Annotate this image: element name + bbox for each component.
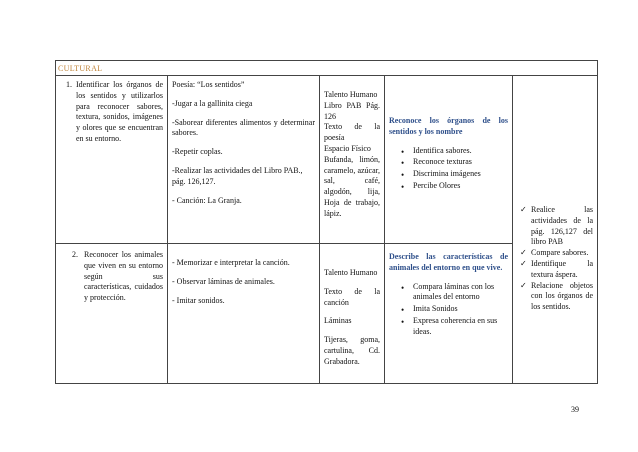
planning-table: [55, 60, 598, 384]
evaluation-item: ✓ Relacione objetos con los órganos de los sentidos.: [531, 281, 593, 313]
page-number: 39: [571, 405, 579, 414]
indicator-list: [389, 146, 508, 192]
evaluation-item: ✓ Realice las actividades de la pág. 126,127 del libro PAB: [531, 205, 593, 248]
activities-cell: [168, 76, 320, 244]
activity-item: - Memorizar e interpretar la canción.: [172, 258, 290, 267]
objective-cell: [56, 244, 168, 384]
evaluation-list: [517, 205, 593, 313]
indicator-item: • Imita Sonidos: [413, 304, 508, 315]
skill-title: Reconoce los órganos de los sentidos y los nombre: [389, 116, 508, 136]
resource-item: Texto de la poesía: [324, 122, 380, 143]
objective-number: 1.: [66, 80, 72, 89]
evaluation-item: ✓ Identifique la textura áspera.: [531, 259, 593, 281]
section-row: [56, 61, 598, 76]
objective-number: 2.: [72, 250, 78, 259]
resource-item: Bufanda, limón, caramelo, azúcar, sal, café, algodón, lija, Hoja de trabajo, lápiz.: [324, 154, 380, 218]
skills-cell: [385, 76, 513, 244]
skills-cell: [385, 244, 513, 384]
objective-text: Reconocer los animales que viven en su entorno según sus características, cuidados y protección.: [84, 250, 163, 303]
activity-item: - Imitar sonidos.: [172, 295, 225, 305]
resources-cell: [320, 244, 385, 384]
activity-item: -Repetir coplas.: [172, 147, 223, 157]
table-row: [56, 76, 598, 244]
resource-item: Tijeras, goma, cartulina, Cd. Grabadora.: [324, 335, 380, 366]
indicator-list: [389, 282, 508, 338]
indicator-item: • Discrimina imágenes: [413, 169, 508, 180]
indicator-item: • Expresa coherencia en sus ideas.: [413, 316, 508, 338]
resource-item: Talento Humano: [324, 268, 378, 277]
activity-item: Poesía: “Los sentidos”: [172, 80, 245, 89]
skill-title: Describe las características de animales del entorno en que vive.: [389, 252, 508, 272]
activity-item: -Jugar a la gallinita ciega: [172, 98, 253, 108]
indicator-item: • Percibe Olores: [413, 181, 508, 192]
objective-text: Identificar los órganos de los sentidos y utilizarlos para reconocer sabores, textura, sonidos, imágenes y olores que se encuentran en su entorno.: [76, 80, 163, 143]
section-label: CULTURAL: [56, 61, 598, 76]
resource-item: Espacio Físico: [324, 143, 371, 153]
activity-item: - Observar láminas de animales.: [172, 276, 275, 286]
resources-cell: [320, 76, 385, 244]
resource-item: Talento Humano: [324, 90, 378, 99]
activity-item: -Saborear diferentes alimentos y determinar sabores.: [172, 117, 315, 138]
indicator-item: • Identifica sabores.: [413, 146, 508, 157]
activities-cell: [168, 244, 320, 384]
resource-item: Libro PAB Pág. 126: [324, 100, 380, 121]
evaluation-cell: [513, 76, 598, 384]
objective-cell: [56, 76, 168, 244]
indicator-item: • Reconoce texturas: [413, 157, 508, 168]
indicator-item: • Compara láminas con los animales del entorno: [413, 282, 508, 304]
activity-item: - Canción: La Granja.: [172, 195, 242, 205]
evaluation-item: ✓ Compare sabores.: [531, 248, 593, 259]
activity-item: -Realizar las actividades del Libro PAB., pág. 126,127.: [172, 165, 303, 186]
resource-item: Láminas: [324, 316, 352, 326]
resource-item: Texto de la canción: [324, 286, 380, 307]
